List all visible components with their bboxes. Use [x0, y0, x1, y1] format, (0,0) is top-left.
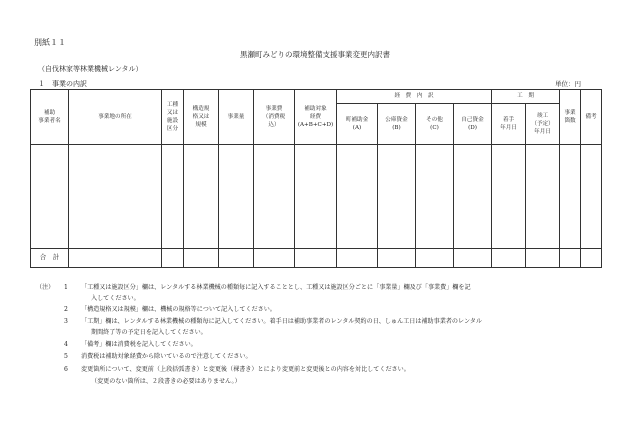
header-quantity: 事業量 [219, 90, 254, 145]
cell-own-funds [454, 145, 492, 249]
note-text: 消費税は補助対象経費から除いているので注意してください。 [81, 353, 252, 360]
note-number: 4 [64, 341, 68, 348]
total-eligible-cost [295, 249, 337, 268]
total-cost [254, 249, 295, 268]
header-work-type: 工種 又は 施設 区分 [162, 90, 184, 145]
cell-other-public [378, 145, 416, 249]
cell-applicant [31, 145, 69, 249]
note-text: 「工種又は施設区分」欄は、レンタルする林業機械の種類毎に記入することとし、工種又は施設区分ごとに「事業量」欄及び「事業費」欄を記 [81, 284, 471, 291]
header-other-public: 公庫資金 (B) [378, 104, 416, 145]
total-work-type [162, 249, 184, 268]
total-row [31, 249, 602, 268]
total-location [69, 249, 162, 268]
document-title: 黒瀬町みどりの環境整備支援事業変更内訳書 [240, 50, 390, 59]
note-text: 「工期」欄は、レンタルする林業機械の種類毎に記入してください。着手日は補助事業者のレンタル契約の日、しゅん工日は補助事業者のレンタル [81, 318, 482, 325]
cell-work-type [162, 145, 184, 249]
total-spec [184, 249, 219, 268]
notes-label: （注） [36, 284, 55, 291]
note-continuation: （変更のない箇所は、２段書きの必要はありません。） [91, 378, 241, 385]
total-own-funds [454, 249, 492, 268]
header-completion-date: 竣工 （予定） 年月日 [526, 104, 560, 145]
section-heading: １ 事業の内訳 [38, 80, 87, 88]
note-continuation: 期間終了等の予定日を記入してください。 [91, 329, 207, 336]
total-quantity [219, 249, 254, 268]
cell-other [416, 145, 454, 249]
note-number: 5 [64, 353, 68, 360]
cell-quantity [219, 145, 254, 249]
header-start-date: 着手 年月日 [492, 104, 526, 145]
note-number: 2 [64, 306, 68, 313]
note-number: 3 [64, 318, 68, 325]
cell-completion-date [526, 145, 560, 249]
total-start-date [492, 249, 526, 268]
total-other-public [378, 249, 416, 268]
note-text: 変更箇所について、変更前（上段括弧書き）と変更後（裸書き）とにより変更前と変更後との内容を対比してください。 [81, 366, 410, 373]
cell-spec [184, 145, 219, 249]
header-spec: 構造規 格又は 規模 [184, 90, 219, 145]
cell-remarks [581, 145, 602, 249]
breakdown-table [30, 89, 602, 268]
total-town-subsidy [337, 249, 378, 268]
note-text: 「備考」欄は消費税を記入してください。 [81, 341, 197, 348]
header-site-count: 事業 箇数 [560, 90, 581, 145]
note-number: 1 [64, 284, 68, 291]
header-cost: 事業費 （消費税 込） [254, 90, 295, 145]
note-number: 6 [64, 366, 68, 373]
cell-cost [254, 145, 295, 249]
header-period-group: 工 期 [492, 90, 560, 104]
total-completion-date [526, 249, 560, 268]
total-remarks [581, 249, 602, 268]
note-text: 「構造規格又は規模」欄は、機械の規格等について記入してください。 [81, 306, 276, 313]
header-applicant: 補助 事業者名 [31, 90, 69, 145]
cell-location [69, 145, 162, 249]
form-number: 別紙１１ [34, 38, 66, 47]
cell-eligible-cost [295, 145, 337, 249]
header-remarks: 備考 [581, 90, 602, 145]
header-other: その他 (C) [416, 104, 454, 145]
table-row [31, 145, 602, 249]
header-eligible-cost: 補助対象 経費 (A+B+C+D) [295, 90, 337, 145]
cell-site-count [560, 145, 581, 249]
header-town-subsidy: 町補助金 (A) [337, 104, 378, 145]
cell-town-subsidy [337, 145, 378, 249]
document-subtitle: （自伐林家等林業機械レンタル） [38, 65, 143, 73]
total-site-count [560, 249, 581, 268]
note-continuation: 入してください。 [91, 295, 140, 302]
cell-start-date [492, 145, 526, 249]
header-own-funds: 自己資金 (D) [454, 104, 492, 145]
unit-label: 単位：円 [555, 80, 581, 88]
header-location: 事業地の所在 [69, 90, 162, 145]
total-other [416, 249, 454, 268]
total-label: 合 計 [31, 249, 69, 268]
header-expense-group: 経 費 内 訳 [337, 90, 492, 104]
